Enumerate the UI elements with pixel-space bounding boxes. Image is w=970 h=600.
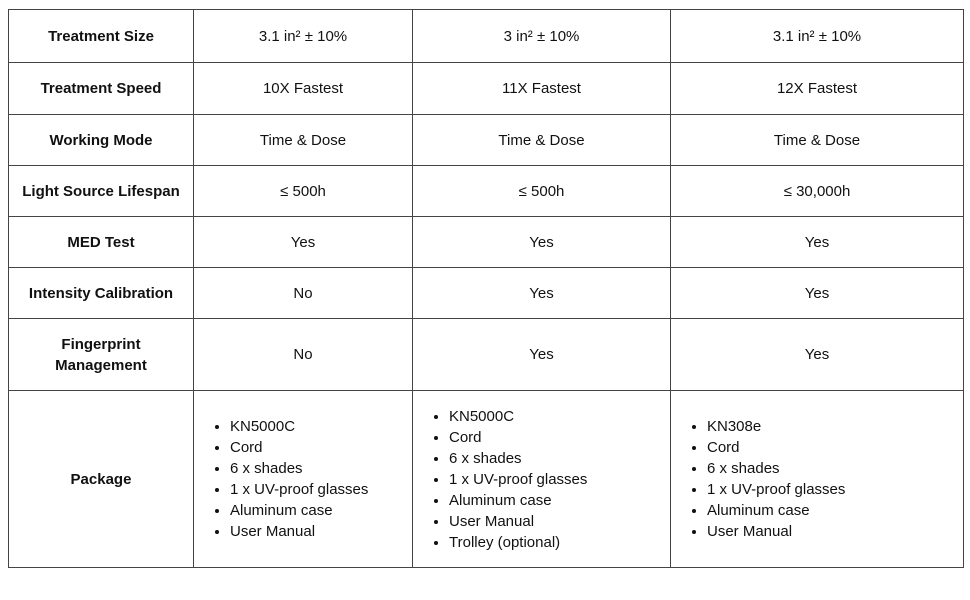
- list-item: • User Manual: [449, 511, 670, 532]
- list-item: • Cord: [707, 437, 963, 458]
- package-list: [413, 406, 670, 553]
- row-label: MED Test: [9, 217, 194, 268]
- list-item: • KN308e: [707, 416, 963, 437]
- row-label: Package: [9, 391, 194, 568]
- list-item: • 6 x shades: [449, 448, 670, 469]
- row-label: Intensity Calibration: [9, 268, 194, 319]
- list-item: • 1 x UV-proof glasses: [449, 469, 670, 490]
- cell-value: Time & Dose: [671, 115, 964, 166]
- cell-value: 3.1 in² ± 10%: [671, 10, 964, 63]
- cell-value: Yes: [194, 217, 413, 268]
- package-list: [671, 416, 963, 542]
- list-item: • 1 x UV-proof glasses: [230, 479, 412, 500]
- cell-value: Time & Dose: [413, 115, 671, 166]
- cell-value: 10X Fastest: [194, 63, 413, 115]
- cell-value: 11X Fastest: [413, 63, 671, 115]
- list-item: • KN5000C: [449, 406, 670, 427]
- list-item: • Aluminum case: [707, 500, 963, 521]
- cell-value: ≤ 500h: [194, 166, 413, 217]
- cell-value: ≤ 30,000h: [671, 166, 964, 217]
- cell-value: Yes: [671, 319, 964, 391]
- table-row: [9, 166, 964, 217]
- list-item: • 1 x UV-proof glasses: [707, 479, 963, 500]
- row-label: Treatment Size: [9, 10, 194, 63]
- table-row: [9, 115, 964, 166]
- list-item: • Trolley (optional): [449, 532, 670, 553]
- row-label: Treatment Speed: [9, 63, 194, 115]
- row-label: Fingerprint Management: [9, 319, 194, 391]
- row-label: Working Mode: [9, 115, 194, 166]
- package-cell: [671, 391, 964, 568]
- cell-value: No: [194, 268, 413, 319]
- cell-value: 3 in² ± 10%: [413, 10, 671, 63]
- table-row: [9, 217, 964, 268]
- table-row: [9, 319, 964, 391]
- comparison-table: [8, 9, 964, 568]
- list-item: • 6 x shades: [707, 458, 963, 479]
- cell-value: Yes: [413, 217, 671, 268]
- table-row: [9, 268, 964, 319]
- package-row: [9, 391, 964, 568]
- list-item: • Aluminum case: [449, 490, 670, 511]
- package-list: [194, 416, 412, 542]
- table-row: [9, 63, 964, 115]
- cell-value: No: [194, 319, 413, 391]
- list-item: • Cord: [230, 437, 412, 458]
- list-item: • 6 x shades: [230, 458, 412, 479]
- row-label: Light Source Lifespan: [9, 166, 194, 217]
- cell-value: Yes: [671, 268, 964, 319]
- cell-value: Yes: [413, 268, 671, 319]
- table-row: [9, 10, 964, 63]
- list-item: • Aluminum case: [230, 500, 412, 521]
- cell-value: Yes: [413, 319, 671, 391]
- cell-value: 12X Fastest: [671, 63, 964, 115]
- package-cell: [194, 391, 413, 568]
- cell-value: 3.1 in² ± 10%: [194, 10, 413, 63]
- list-item: • User Manual: [230, 521, 412, 542]
- cell-value: Yes: [671, 217, 964, 268]
- cell-value: ≤ 500h: [413, 166, 671, 217]
- cell-value: Time & Dose: [194, 115, 413, 166]
- package-cell: [413, 391, 671, 568]
- list-item: • KN5000C: [230, 416, 412, 437]
- list-item: • User Manual: [707, 521, 963, 542]
- list-item: • Cord: [449, 427, 670, 448]
